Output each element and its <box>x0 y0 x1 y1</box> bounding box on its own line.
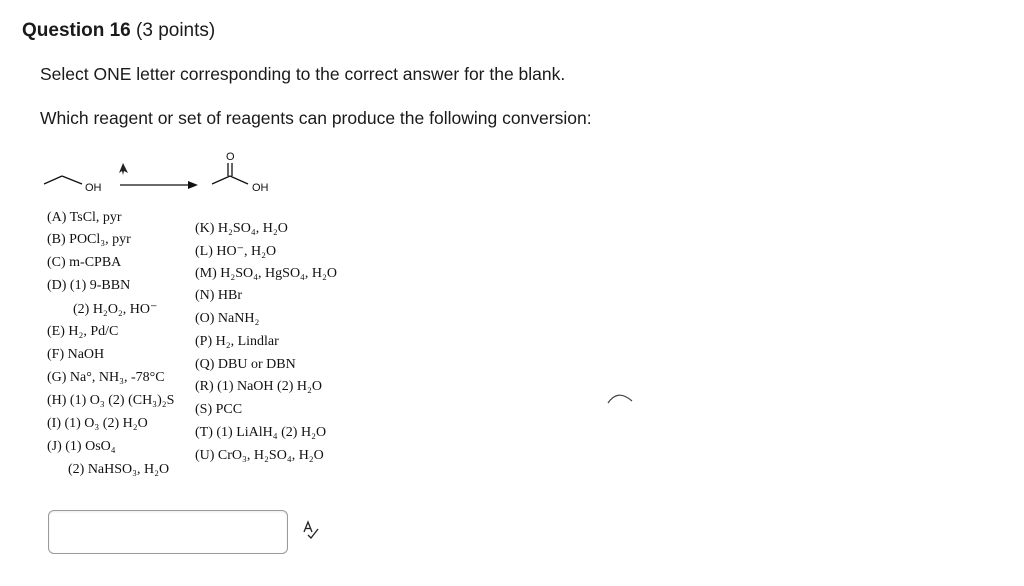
option-q: (Q) DBU or DBN <box>195 357 296 372</box>
option-p: (P) H₂, Lindlar <box>195 334 279 349</box>
spellcheck-icon[interactable] <box>302 520 320 545</box>
mouse-cursor-icon <box>118 162 130 181</box>
option-n: (N) HBr <box>195 288 243 303</box>
option-j-step-2: (2) NaHSO₃, H₂O <box>68 462 170 477</box>
product-carbonyl-label: O <box>226 151 235 163</box>
option-g: (G) Na°, NH₃, -78°C <box>47 370 165 385</box>
question-points: (3 points) <box>136 20 216 41</box>
option-s: (S) PCC <box>195 402 243 417</box>
product-structure <box>212 163 248 184</box>
option-h: (H) (1) O₃ (2) (CH₃)₂S <box>47 393 175 408</box>
option-k: (K) H₂SO₄, H₂O <box>195 221 288 236</box>
option-f: (F) NaOH <box>47 347 105 362</box>
stray-pen-mark <box>606 388 636 413</box>
option-t: (T) (1) LiAlH₄ (2) H₂O <box>195 425 327 440</box>
instruction-text: Select ONE letter corresponding to the correct answer for the blank. <box>40 64 566 84</box>
question-number: Question 16 <box>22 20 131 41</box>
option-d-step-2: (2) H₂O₂, HO⁻ <box>73 302 158 317</box>
option-r: (R) (1) NaOH (2) H₂O <box>195 379 322 394</box>
reaction-scheme <box>40 146 300 206</box>
option-m: (M) H₂SO₄, HgSO₄, H₂O <box>195 266 338 281</box>
option-u: (U) CrO₃, H₂SO₄, H₂O <box>195 448 324 463</box>
option-l: (L) HO⁻, H₂O <box>195 244 277 259</box>
option-c: (C) m-CPBA <box>47 255 122 270</box>
option-i: (I) (1) O₃ (2) H₂O <box>47 416 148 431</box>
reactant-oh-label: OH <box>85 182 102 194</box>
option-d: (D) (1) 9-BBN <box>47 278 131 293</box>
reactant-structure <box>44 176 82 184</box>
product-oh-label: OH <box>252 182 269 194</box>
option-a: (A) TsCl, pyr <box>47 210 122 225</box>
answer-input[interactable] <box>48 510 288 554</box>
option-b: (B) POCl₃, pyr <box>47 232 131 247</box>
reaction-arrow <box>120 181 198 189</box>
option-o: (O) NaNH₂ <box>195 311 260 326</box>
question-title <box>22 20 215 42</box>
option-j: (J) (1) OsO₄ <box>47 439 116 454</box>
question-prompt: Which reagent or set of reagents can produce the following conversion: <box>40 108 592 128</box>
option-e: (E) H₂, Pd/C <box>47 324 119 339</box>
